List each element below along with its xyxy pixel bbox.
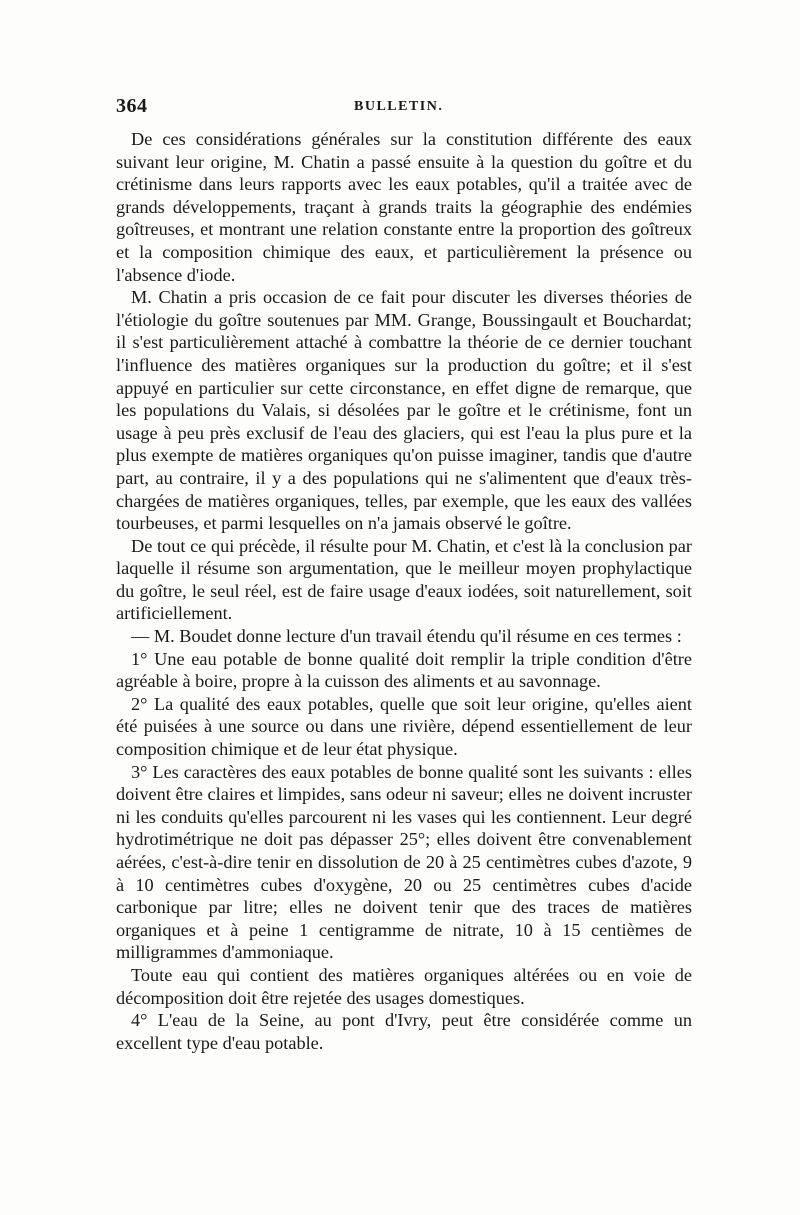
paragraph-chatin-etiology: M. Chatin a pris occasion de ce fait pour discuter les diverses théories de l'étiologie du goître soutenues par MM. Grange, Boussingault et Bouchardat; il s'est particulièrement attaché à combattre la théorie de ce dernier touchant l'influence des matières organiques sur la production du goître; et il s'est appuyé en particulier sur cette circonstance, en effet digne de remarque, que les populations du Valais, si désolées par le goître et le crétinisme, font un usage à peu près exclusif de l'eau des glaciers, qui est l'eau la plus pure et la plus exempte de matières organiques qu'on puisse imaginer, tandis que d'autre part, au contraire, il y a des populations qui ne s'alimentent que d'eaux très-chargées de matières organiques, telles, par exemple, que les eaux des vallées tourbeuses, et parmi lesquelles on n'a jamais observé le goître. — [116, 287, 692, 534]
body-text — [116, 128, 692, 1054]
paragraph-point-1: 1° Une eau potable de bonne qualité doit remplir la triple condition d'être agréable à boire, propre à la cuisson des aliments et au savonnage. — [116, 648, 692, 692]
paragraph-point-4: 4° L'eau de la Seine, au pont d'Ivry, peut être considérée comme un excellent type d'eau potable. — [116, 1010, 692, 1053]
paragraph-chatin-conclusion: De tout ce qui précède, il résulte pour M. Chatin, et c'est là la conclusion par laquelle il résume son argumentation, que le meilleur moyen prophylactique du goître, le seul réel, est de faire usage d'eaux iodées, soit naturellement, soit artificiellement. — [116, 535, 692, 624]
running-head — [116, 95, 702, 125]
page-number: 364 — [116, 95, 148, 117]
paragraph-point-2: 2° La qualité des eaux potables, quelle que soit leur origine, qu'elles aient été puisées à une source ou dans une rivière, dépend essentiellement de leur composition chimique et de leur état physique. — [116, 693, 692, 760]
paragraph-boudet-intro: — M. Boudet donne lecture d'un travail étendu qu'il résume en ces termes : — [131, 626, 682, 647]
paragraph-organic-matter: Toute eau qui contient des matières organiques altérées ou en voie de décomposition doit être rejetée des usages domestiques. — [116, 964, 692, 1008]
running-title: BULLETIN. — [354, 99, 444, 114]
paragraph-chatin-considerations: De ces considérations générales sur la constitution différente des eaux suivant leur origine, M. Chatin a passé ensuite à la question du goître et du crétinisme dans leurs rapports avec les eaux potables, qu'il a traitée avec de grands développements, traçant à grands traits la géographie des endémies goîtreuses, et montrant une relation constante entre la proportion des goîtreux et la composition chimique des eaux, et particulièrement la présence ou l'absence d'iode. — [116, 129, 692, 285]
paragraph-point-3: 3° Les caractères des eaux potables de bonne qualité sont les suivants : elles doivent être claires et limpides, sans odeur ni saveur; elles ne doivent incruster ni les conduits qu'elles parcourent ni les vases qui les contiennent. Leur degré hydrotimétrique ne doit pas dépasser 25°; elles doivent être convenablement aérées, c'est-à-dire tenir en dissolution de 20 à 25 centimètres cubes d'azote, 9 à 10 centimètres cubes d'oxygène, 20 ou 25 centimètres cubes d'acide carbonique par litre; elles ne doivent tenir que des traces de matières organiques et à peine 1 centigramme de nitrate, 10 à 15 centièmes de milligrammes d'ammoniaque. — [116, 761, 692, 963]
